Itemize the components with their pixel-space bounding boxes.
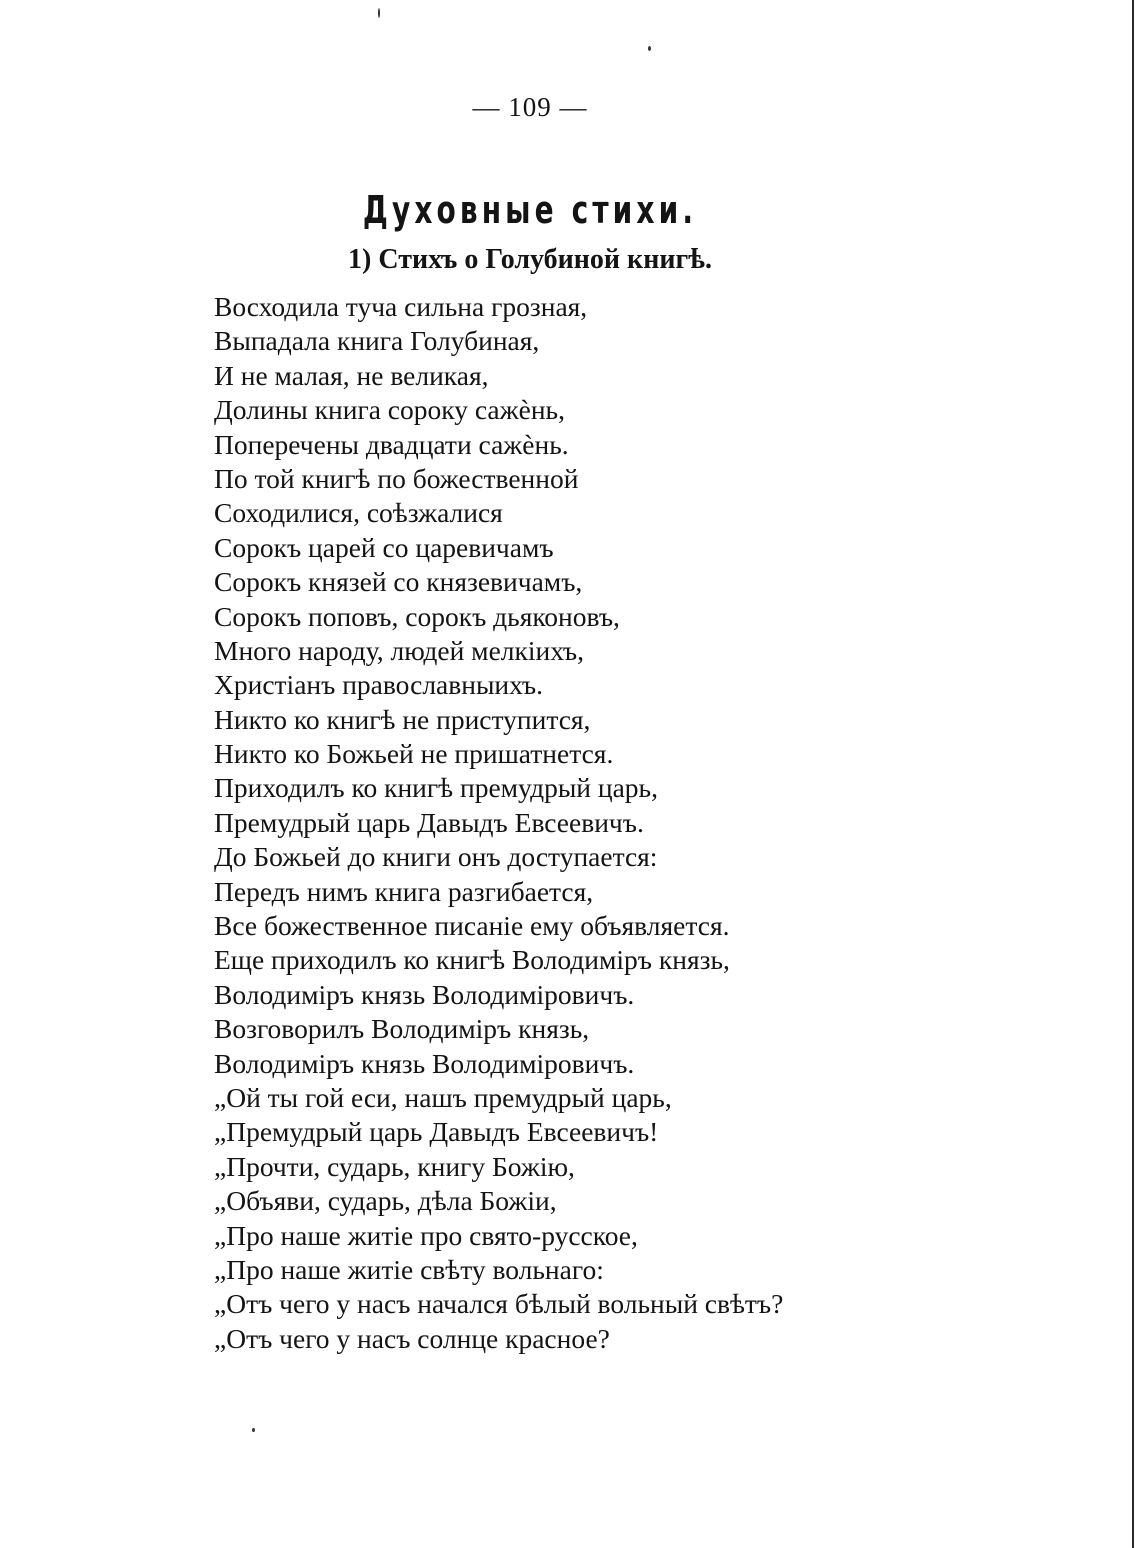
verse-line: Поперечены двадцати сажѐнь. [214, 428, 569, 460]
poem-title: 1) Стихъ о Голубиной книгѣ. [348, 244, 712, 275]
verse-line: Еще приходилъ ко книгѣ Володимiръ князь, [214, 944, 730, 976]
verse-line: До Божьей до книги онъ доступается: [214, 841, 658, 873]
verse-line: Володимiръ князь Володимiровичъ. [214, 978, 635, 1010]
verse-line: Передъ нимъ книга разгибается, [214, 875, 594, 907]
verse-line: „Премудрый царь Давыдъ Евсеевичъ! [214, 1116, 659, 1148]
verse-line: Никто ко книгѣ не приступится, [214, 703, 591, 735]
verse-line: Много народу, людей мелкiихъ, [214, 634, 585, 666]
verse-line: Выпадала книга Голубиная, [214, 325, 540, 357]
verse-line: Возговорилъ Володимiръ князь, [214, 1013, 590, 1045]
verse-line: По той книгѣ по божественной [214, 462, 579, 494]
verse-line: Восходила туча сильна грозная, [214, 291, 588, 322]
verse-line: „Ой ты гой еси, нашъ премудрый царь, [214, 1081, 672, 1113]
verse-line: Премудрый царь Давыдъ Евсеевичъ. [214, 806, 644, 838]
section-title: Духовные стихи. [362, 188, 698, 232]
page-number: — 109 — [472, 92, 588, 122]
verse-line: Все божественное писанiе ему объявляется. [214, 910, 730, 942]
verse-line: „Объяви, сударь, дѣла Божiи, [214, 1185, 557, 1217]
verse-line: И не малая, не великая, [214, 359, 489, 391]
verse-line: „Про наше житiе свѣту вольнаго: [214, 1253, 604, 1285]
ink-speck [378, 8, 380, 18]
verse-line: Соходилися, соѣзжалися [214, 497, 503, 529]
verse-line: Христiанъ православныихъ. [214, 669, 543, 701]
page-edge-rule [1132, 0, 1134, 1548]
verse-line: Сорокъ поповъ, сорокъ дьяконовъ, [214, 600, 620, 632]
ink-speck [648, 46, 651, 51]
verse-line: Сорокъ князей со князевичамъ, [214, 566, 583, 598]
verse-line: „Про наше житiе про свято-русское, [214, 1219, 638, 1251]
verse-line: Сорокъ царей со царевичамъ [214, 531, 554, 563]
ink-speck [252, 1428, 255, 1432]
verse-line: Володимiръ князь Володимiровичъ. [214, 1047, 635, 1079]
verse-line: Приходилъ ко книгѣ премудрый царь, [214, 772, 658, 804]
verse-line: Долины книга сороку сажѐнь, [214, 394, 565, 426]
verse-line: „Прочти, сударь, книгу Божiю, [214, 1150, 575, 1182]
poem-verse [214, 290, 974, 1356]
verse-line: Никто ко Божьей не пришатнется. [214, 738, 614, 770]
verse-line: „Отъ чего у насъ начался бѣлый вольный свѣтъ? [214, 1288, 784, 1320]
verse-line: „Отъ чего у насъ солнце красное? [214, 1322, 610, 1354]
